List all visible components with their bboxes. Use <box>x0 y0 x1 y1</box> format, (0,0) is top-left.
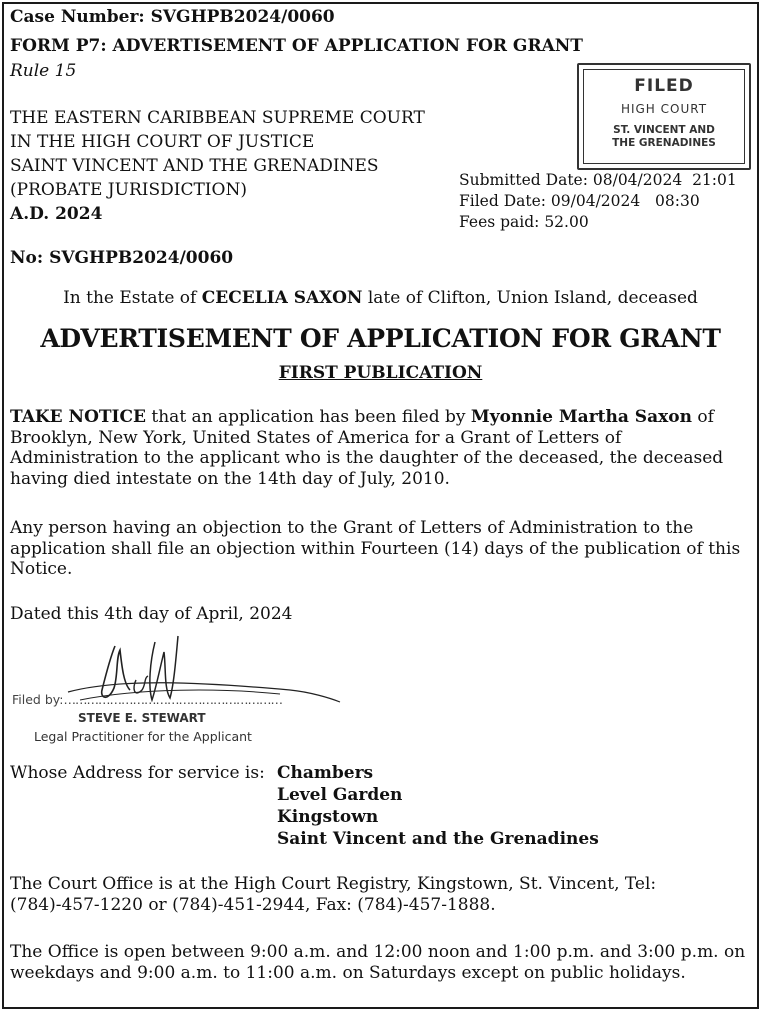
rule-reference: Rule 15 <box>10 61 77 81</box>
address-line-4: Saint Vincent and the Grenadines <box>277 829 599 849</box>
office-hours-paragraph: The Office is open between 9:00 a.m. and 12:00 noon and 1:00 p.m. and 3:00 p.m. on weekdays and 9:00 a.m. to 11:00 a.m. on Saturdays except on public holidays. <box>10 942 746 983</box>
fees-paid: Fees paid: 52.00 <box>459 213 589 231</box>
stamp-status: FILED <box>634 76 694 96</box>
objection-paragraph: Any person having an objection to the Grant of Letters of Administration to the application shall file an objection within Fourteen (14) days of the publication of this Notice. <box>10 518 741 579</box>
signature-dots: ………………………………………………… <box>63 692 282 707</box>
stamp-place-line-1: ST. VINCENT AND <box>613 124 715 136</box>
notice-lead: TAKE NOTICE <box>10 407 146 427</box>
stamp-court: HIGH COURT <box>620 102 708 116</box>
deceased-name: CECELIA SAXON <box>201 288 363 308</box>
notice-text-1: that an application has been filed by <box>146 407 471 427</box>
stamp-place <box>584 124 744 150</box>
case-no: No: SVGHPB2024/0060 <box>10 248 234 268</box>
court-office-paragraph: The Court Office is at the High Court Registry, Kingstown, St. Vincent, Tel: (784)-457-1220 or (784)-451-2944, Fax: (784)-457-1888. <box>10 874 657 915</box>
filed-by-label <box>12 692 282 707</box>
court-year: A.D. 2024 <box>10 204 103 224</box>
filed-date: Filed Date: 09/04/2024 08:30 <box>459 192 700 210</box>
filed-stamp-inner <box>583 69 745 164</box>
form-title: FORM P7: ADVERTISEMENT OF APPLICATION FOR GRANT <box>10 36 583 56</box>
dated-line: Dated this 4th day of April, 2024 <box>10 604 293 624</box>
address-line-1: Chambers <box>277 763 374 783</box>
filed-by-text: Filed by: <box>12 692 64 707</box>
signatory-name: STEVE E. STEWART <box>78 711 206 725</box>
notice-text-2: of Brooklyn, New York, United States of America for a Grant of Letters of Administration to the applicant who is the daughter of the deceased, the deceased having died intestate on the 14th day of July, 2010. <box>10 407 724 489</box>
filed-stamp <box>577 63 751 170</box>
court-line-1: THE EASTERN CARIBBEAN SUPREME COURT <box>10 108 425 128</box>
address-line-3: Kingstown <box>277 807 379 827</box>
court-line-3: SAINT VINCENT AND THE GRENADINES <box>10 156 379 176</box>
address-label: Whose Address for service is: <box>10 763 265 783</box>
estate-suffix: late of Clifton, Union Island, deceased <box>362 288 698 308</box>
notice-paragraph <box>10 407 750 489</box>
court-line-2: IN THE HIGH COURT OF JUSTICE <box>10 132 315 152</box>
advertisement-title: ADVERTISEMENT OF APPLICATION FOR GRANT <box>40 324 721 353</box>
address-line-2: Level Garden <box>277 785 403 805</box>
publication-subtitle: FIRST PUBLICATION <box>278 363 483 383</box>
submitted-date: Submitted Date: 08/04/2024 21:01 <box>459 171 737 189</box>
applicant-name: Myonnie Martha Saxon <box>470 407 692 427</box>
signatory-role: Legal Practitioner for the Applicant <box>34 729 252 744</box>
court-line-4: (PROBATE JURISDICTION) <box>10 180 247 200</box>
case-number: Case Number: SVGHPB2024/0060 <box>10 7 335 27</box>
estate-line <box>0 288 761 308</box>
stamp-place-line-2: THE GRENADINES <box>612 137 716 149</box>
estate-prefix: In the Estate of <box>63 288 202 308</box>
